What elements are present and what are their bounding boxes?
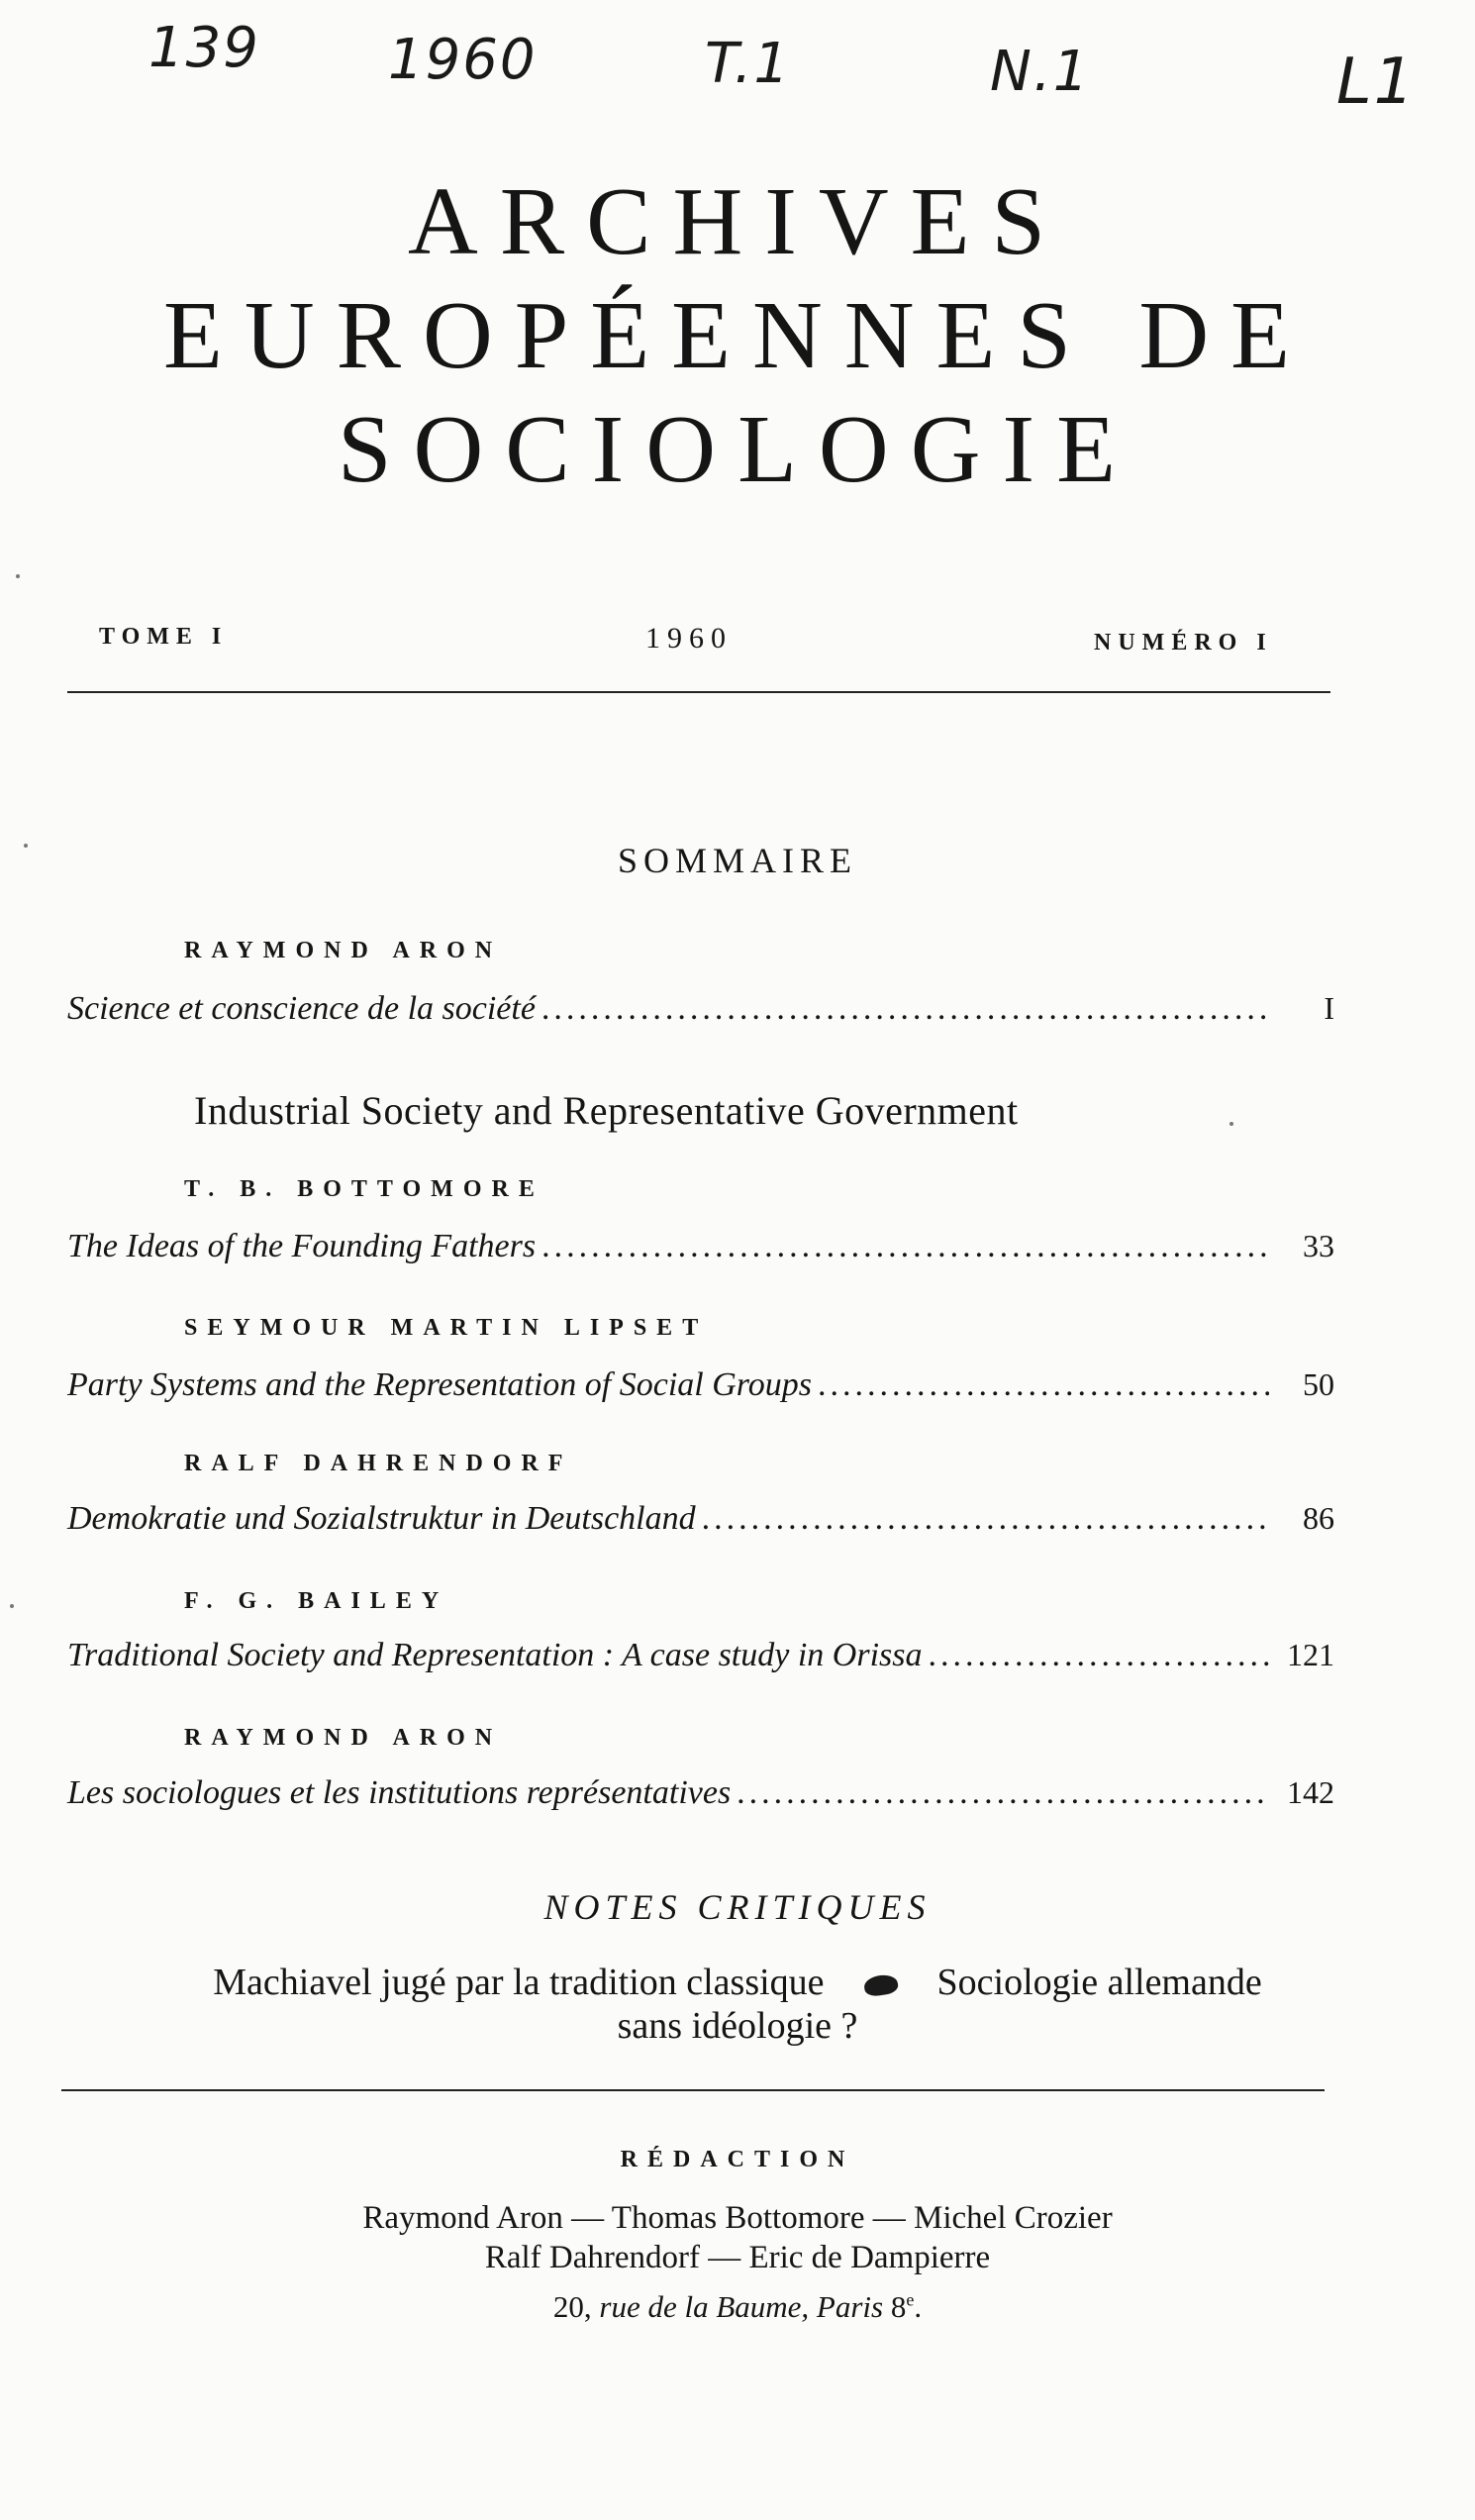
header-rule xyxy=(67,691,1330,693)
journal-title-line3: SOCIOLOGIE xyxy=(338,396,1137,503)
dot-leader xyxy=(702,1500,1269,1538)
intro-author: RAYMOND ARON xyxy=(184,938,503,963)
hand-dingbat-icon xyxy=(862,1973,898,1998)
toc-entry-title: Party Systems and the Representation of Social Groups xyxy=(67,1366,812,1403)
toc-entry-title: Les sociologues et les institutions représentatives xyxy=(67,1774,732,1811)
toc-entry-page: 50 xyxy=(1303,1366,1334,1402)
entry-author: RALF DAHRENDORF xyxy=(184,1451,573,1476)
address-end: . xyxy=(914,2289,923,2324)
handwritten-numero: N.1 xyxy=(990,40,1091,104)
dot-leader xyxy=(541,990,1269,1028)
toc-entry-title: The Ideas of the Founding Fathers xyxy=(67,1228,537,1264)
toc-entry-title: Traditional Society and Representation : A case study in Orissa xyxy=(67,1637,923,1673)
section-heading: Industrial Society and Representative Government xyxy=(194,1088,1019,1133)
redaction-line1: Raymond Aron — Thomas Bottomore — Michel Crozier xyxy=(362,2200,1113,2236)
address-number: 20, xyxy=(552,2289,592,2324)
toc-entry-title: Science et conscience de la société xyxy=(67,990,536,1027)
toc-entry xyxy=(67,1500,1334,1546)
toc-entry-page: 142 xyxy=(1287,1774,1334,1810)
address-street: rue de la Baume, Paris xyxy=(599,2289,884,2324)
notes-item-2: Sociologie allemande xyxy=(936,1962,1262,2003)
journal-title-line2: EUROPÉENNES DE xyxy=(162,282,1313,389)
notes-line1 xyxy=(0,1961,1475,2004)
handwritten-ref-number: 139 xyxy=(148,16,260,80)
toc-entry-title: Demokratie und Sozialstruktur in Deutschland xyxy=(67,1500,696,1537)
sommaire-heading: SOMMAIRE xyxy=(617,841,858,880)
toc-entry-intro xyxy=(67,990,1334,1036)
numero-label: NUMÉRO I xyxy=(1094,630,1273,655)
dot-leader xyxy=(928,1637,1269,1674)
entry-author: RAYMOND ARON xyxy=(184,1725,503,1751)
toc-entry-page: I xyxy=(1324,990,1334,1026)
toc-entry-page: 33 xyxy=(1303,1228,1334,1263)
dot-leader xyxy=(541,1228,1269,1265)
dot-leader xyxy=(737,1774,1269,1812)
redaction-heading: RÉDACTION xyxy=(620,2147,855,2172)
redaction-address xyxy=(0,2289,1475,2325)
toc-entry-page: 86 xyxy=(1303,1500,1334,1536)
scan-speck xyxy=(1229,1122,1233,1126)
redaction-line2: Ralf Dahrendorf — Eric de Dampierre xyxy=(484,2240,991,2275)
dot-leader xyxy=(818,1366,1269,1404)
toc-entry xyxy=(67,1228,1334,1273)
toc-entry xyxy=(67,1366,1334,1412)
tome-label: TOME I xyxy=(99,624,229,650)
scan-speck xyxy=(16,574,20,578)
notes-rule xyxy=(61,2089,1325,2091)
entry-author: T. B. BOTTOMORE xyxy=(184,1176,544,1202)
notes-heading: NOTES CRITIQUES xyxy=(543,1887,932,1927)
toc-entry xyxy=(67,1774,1334,1820)
notes-line2: sans idéologie ? xyxy=(617,2005,858,2047)
handwritten-year: 1960 xyxy=(388,28,538,92)
toc-entry xyxy=(67,1637,1334,1682)
address-arrondissement: 8 xyxy=(890,2289,907,2324)
handwritten-shelf: L1 xyxy=(1336,46,1417,119)
toc-entry-page: 121 xyxy=(1287,1637,1334,1672)
entry-author: F. G. BAILEY xyxy=(184,1588,449,1614)
year-label: 1960 xyxy=(645,622,733,655)
entry-author: SEYMOUR MARTIN LIPSET xyxy=(184,1315,709,1341)
journal-title-line1: ARCHIVES xyxy=(407,168,1068,275)
scan-speck xyxy=(10,1604,14,1608)
scan-speck xyxy=(24,844,28,848)
address-superscript: e xyxy=(906,2289,915,2310)
notes-item-1: Machiavel jugé par la tradition classique xyxy=(213,1962,825,2003)
handwritten-tome: T.1 xyxy=(705,32,791,96)
